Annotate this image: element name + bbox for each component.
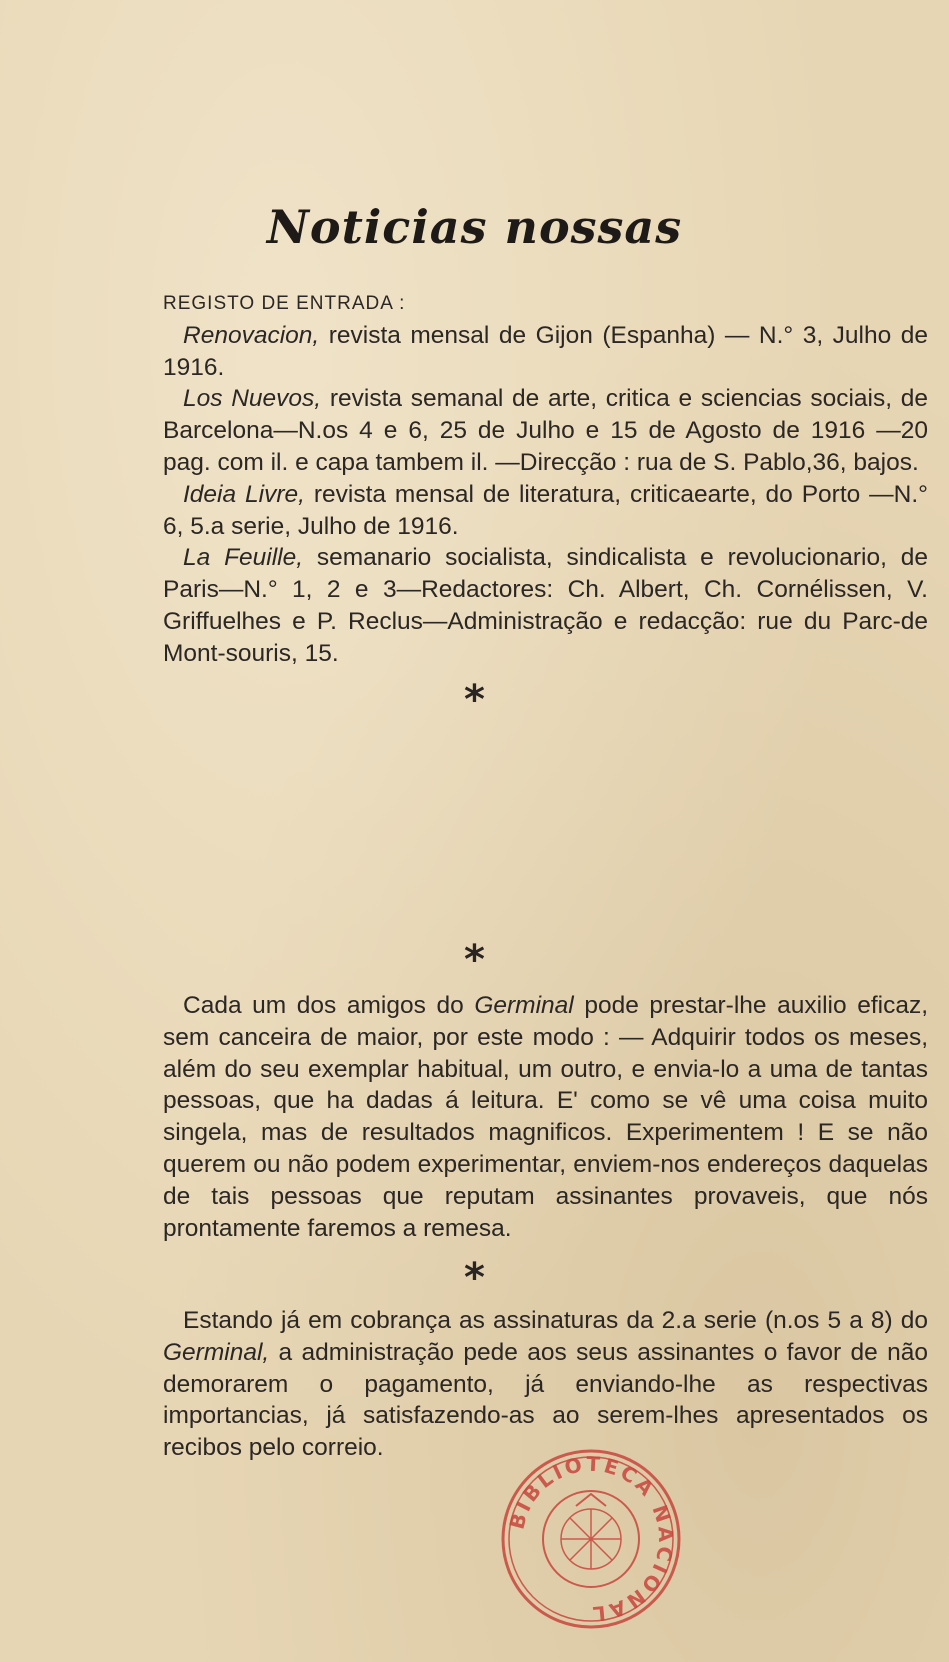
- stamp-text: BIBLIOTECA NACIONAL: [504, 1451, 679, 1627]
- registo-label: REGISTO DE ENTRADA :: [163, 293, 406, 314]
- registo-entry: [163, 383, 928, 478]
- page-title: Noticias nossas: [266, 200, 683, 254]
- journal-name: Germinal: [474, 992, 574, 1019]
- paragraph-text: a administração pede aos seus assinantes o favor de não demorarem o pagamento, já enviando-lhe as respectivas importancias, já satisfazendo-as ao serem-lhes apresentados os recibos pelo correio.: [163, 1338, 928, 1462]
- paragraph-cobranca: [163, 1305, 928, 1464]
- paragraph-text: Cada um dos amigos do: [183, 992, 475, 1019]
- entry-text: revista mensal de literatura, criticaearte, do Porto —N.° 6, 5.a serie, Julho de 1916.: [163, 480, 928, 540]
- registo-entry: [163, 542, 928, 669]
- separator-asterisk: *: [464, 937, 485, 983]
- separator-asterisk: *: [464, 1255, 485, 1301]
- entry-title: Los Nuevos,: [183, 385, 322, 413]
- registo-entry: [163, 320, 928, 384]
- library-stamp-icon: [498, 1446, 684, 1632]
- registo-section: [163, 288, 928, 670]
- entry-title: Renovacion,: [183, 321, 320, 349]
- registo-entry: [163, 479, 928, 543]
- paragraph-text: Estando já em cobrança as assinaturas da 2.a serie (n.os 5 a 8) do: [183, 1307, 928, 1334]
- entry-title: Ideia Livre,: [183, 480, 305, 508]
- entry-title: La Feuille,: [183, 544, 304, 572]
- separator-asterisk: *: [464, 677, 485, 723]
- journal-name: Germinal,: [163, 1338, 270, 1366]
- paragraph-amigos: [163, 990, 928, 1244]
- entry-text: revista semanal de arte, critica e sciencias sociais, de Barcelona—N.os 4 e 6, 25 de Julho e 15 de Agosto de 1916 —20 pag. com il. e capa tambem il. —Direcção : rua de S. Pablo,36, bajos.: [163, 385, 928, 476]
- entry-text: semanario socialista, sindicalista e revolucionario, de Paris—N.° 1, 2 e 3—Redactores: Ch. Albert, Ch. Cornélissen, V. Griffuelhes e P. Reclus—Administração e redacção: rue du Parc-de Mont-souris, 15.: [163, 544, 928, 667]
- paragraph-text: pode prestar-lhe auxilio eficaz, sem canceira de maior, por este modo : — Adquirir todos os meses, além do seu exemplar habitual, um outro, e envia-lo a uma de tantas pessoas, que ha dadas á leitura. E' como se vê uma coisa muito singela, mas de resultados magnificos. Experimentem ! E se não querem ou não podem experimentar, enviem-nos endereços daquelas de tais pessoas que reputam assinantes provaveis, que nós prontamente faremos a remesa.: [163, 992, 929, 1242]
- entry-text: revista mensal de Gijon (Espanha) — N.° 3, Julho de 1916.: [163, 321, 928, 381]
